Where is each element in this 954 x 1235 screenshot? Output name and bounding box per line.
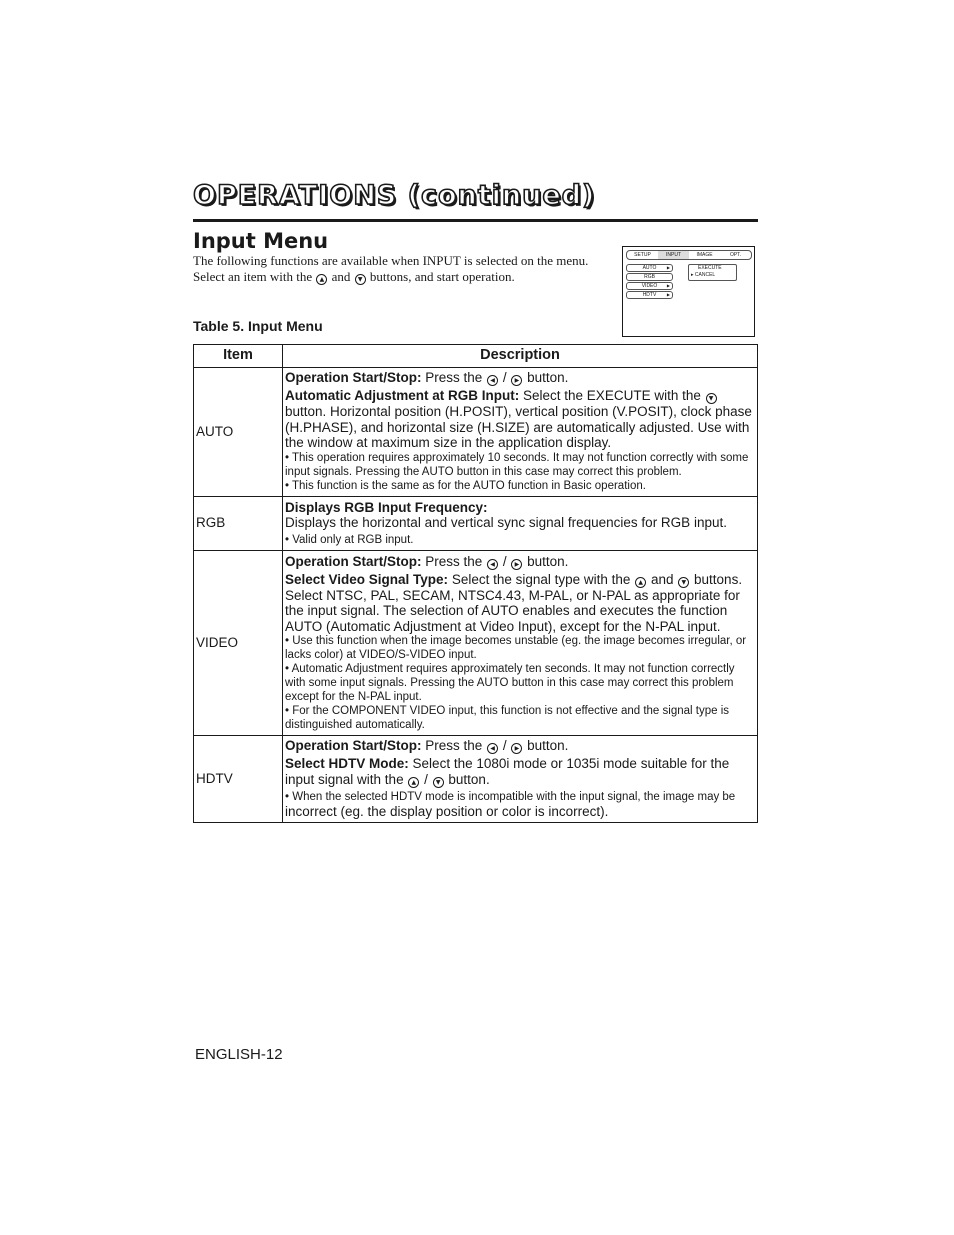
operation-separator: / [502,738,507,753]
table-caption: Table 5. Input Menu [193,318,323,334]
hdtv-mode-separator: / [424,771,428,787]
table-header-row [194,345,758,368]
signal-type-label: Select Video Signal Type: [285,571,449,587]
menu-preview [622,246,755,337]
table-row [194,550,758,736]
note-text: • Use this function when the image becomes unstable (eg. the image becomes irregular, or lacks color) at VIDEO/S-VIDEO input. [285,635,747,661]
row-description-hdtv [283,736,758,823]
note-text-large: incorrect (eg. the display position or color is incorrect). [285,803,609,819]
operation-label: Operation Start/Stop: [285,553,422,569]
operation-text-post: button. [527,553,569,569]
section-title: Input Menu [193,229,329,253]
operation-text-post: button. [527,738,569,753]
menu-action-label: CANCEL [694,272,716,278]
up-button-icon: ▲ [408,777,419,788]
intro-paragraph [193,253,613,285]
menu-tab-input: INPUT [658,251,689,259]
signal-type-text-pre: Select the signal type with the [451,571,631,587]
menu-item-label: VIDEO [641,283,658,289]
signal-type-text-and: and [650,571,674,587]
down-button-icon: ▼ [433,777,444,788]
hdtv-mode-label: Select HDTV Mode: [285,756,409,771]
column-header-description: Description [283,345,758,368]
adjustment-text-post: button. Horizontal position (H.POSIT), vertical position (V.POSIT), clock phase (H.PHASE), and horizontal size (H.SIZE) are automatically adjusted. Use with the window at maximum size in the application display. [285,404,752,450]
rgb-text: Displays the horizontal and vertical sync signal frequencies for RGB input. [285,515,727,530]
menu-item-label: RGB [644,274,655,280]
menu-tab-opt: OPT. [729,252,742,258]
up-button-icon: ▲ [635,577,646,588]
operation-text-pre: Press the [425,738,483,753]
hdtv-mode-text-pre: Select the 1080i mode or 1035i mode suitable for the input signal with the [285,756,730,787]
menu-item-list [626,264,673,300]
adjustment-paragraph [285,388,756,451]
arrow-right-icon: ▸ [691,272,694,278]
hdtv-mode-paragraph [285,756,756,788]
menu-item-label: HDTV [642,292,657,298]
operation-separator: / [502,370,507,385]
operation-text-post: button. [527,370,569,385]
menu-item-label: AUTO [642,265,657,271]
adjustment-label: Automatic Adjustment at RGB Input: [285,388,520,403]
note-text-small: • When the selected HDTV mode is incompatible with the input signal, the image may be [285,790,736,803]
operation-label: Operation Start/Stop: [285,370,422,385]
down-button-icon: ▼ [678,577,689,588]
operation-line [285,554,756,570]
menu-item-video [626,282,673,290]
down-button-icon: ▼ [355,274,366,285]
row-item-video: VIDEO [194,550,283,736]
menu-tabs [626,250,752,260]
menu-item-auto [626,264,673,272]
rgb-label [285,500,756,516]
note-text: • For the COMPONENT VIDEO input, this function is not effective and the signal type is distinguished automatically. [285,705,729,731]
operation-label: Operation Start/Stop: [285,738,422,753]
note-text [285,788,756,820]
note-text: • Valid only at RGB input. [285,533,414,546]
note-text: • Automatic Adjustment requires approximately ten seconds. It may not function correctly with some input signals. Pressing the AUTO button in this case may correct this problem except for the N-PAL input. [285,663,735,703]
page-title: OPERATIONS (continued) [193,180,596,211]
menu-item-rgb [626,273,673,281]
menu-action-box [688,264,737,281]
page-number: ENGLISH-12 [195,1046,283,1063]
note-text: • This operation requires approximately 10 seconds. It may not function correctly with some input signals. Pressing the AUTO button in this case may correct this problem. [285,451,749,478]
row-item-hdtv: HDTV [194,736,283,823]
table-row [194,368,758,497]
menu-action-execute: EXECUTE [698,265,722,271]
rgb-label-text: Displays RGB Input Frequency: [285,499,488,515]
up-button-icon: ▲ [316,274,327,285]
row-description-auto [283,368,758,497]
row-description-video [283,550,758,736]
operation-text-pre: Press the [425,553,483,569]
operation-line [285,738,756,754]
menu-tab-setup: SETUP [634,252,651,258]
operation-text-pre: Press the [425,370,483,385]
menu-item-hdtv [626,291,673,299]
arrow-right-icon: ▶ [666,265,670,270]
right-button-icon: ▶ [511,559,522,570]
table-row [194,736,758,823]
intro-text-post: buttons, and start operation. [369,269,515,284]
input-menu-table [193,344,758,823]
menu-tab-image: IMAGE [696,252,713,258]
arrow-right-icon: ▶ [666,292,670,297]
right-button-icon: ▶ [511,743,522,754]
down-button-icon: ▼ [706,393,717,404]
note-text: • This function is the same as for the AUTO function in Basic operation. [285,479,646,492]
arrow-right-icon: ▶ [666,283,670,288]
right-button-icon: ▶ [511,375,522,386]
intro-text-and: and [331,269,351,284]
left-button-icon: ◀ [487,375,498,386]
row-item-rgb: RGB [194,496,283,550]
signal-type-paragraph [285,572,756,635]
row-description-rgb [283,496,758,550]
title-divider [193,219,758,222]
left-button-icon: ◀ [487,559,498,570]
operation-separator: / [502,553,507,569]
column-header-item: Item [194,345,283,368]
left-button-icon: ◀ [487,743,498,754]
hdtv-mode-text-post: button. [448,771,490,787]
intro-text-pre: The following functions are available when INPUT is selected on the menu. Select an item with the [193,253,589,284]
table-row [194,496,758,550]
signal-type-text-post: buttons. Select NTSC, PAL, SECAM, NTSC4.43, M-PAL, or N-PAL as appropriate for the input signal. The selection of AUTO enables and executes the function AUTO (Automatic Adjustment at Video Input), except for the N-PAL input. [285,571,743,634]
menu-action-cancel [689,272,736,279]
operation-line [285,370,756,386]
row-item-auto: AUTO [194,368,283,497]
adjustment-text-pre: Select the EXECUTE with the [523,388,701,403]
